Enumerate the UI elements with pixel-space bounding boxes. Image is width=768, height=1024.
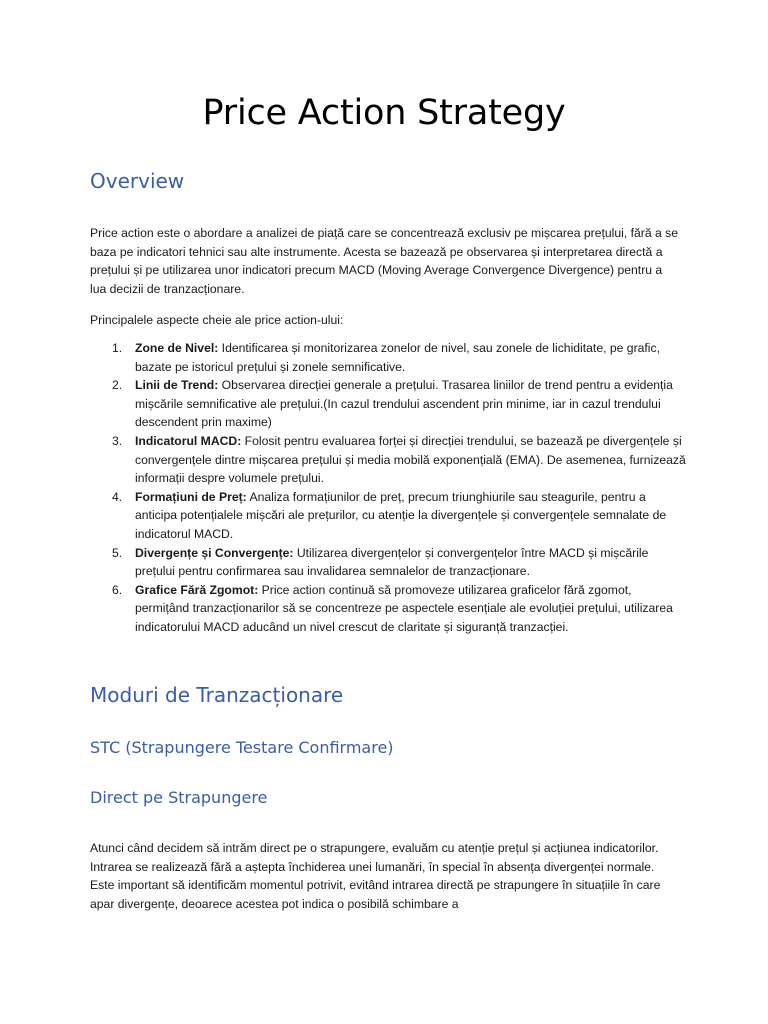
list-item-divergences-convergences xyxy=(90,544,686,581)
trading-modes-heading: Moduri de Tranzacționare xyxy=(90,683,344,707)
list-item-level-zones xyxy=(90,339,686,376)
direct-breakout-paragraph: Atunci când decidem să intrăm direct pe o strapungere, evaluăm cu atenție prețul și acțiunea indicatorilor. Intrarea se realizează fără a aștepta închiderea unei lumanări, în special în absența divergenței normale. Este important să identificăm momentul potrivit, evitând intrarea directă pe strapungere în situațiile în care apar divergențe, deoarece acestea pot indica o posibilă schimbare a xyxy=(90,841,661,911)
key-aspects-list xyxy=(90,339,686,637)
document-title: Price Action Strategy xyxy=(202,93,566,133)
stc-heading: STC (Strapungere Testare Confirmare) xyxy=(90,738,394,757)
list-item-term: Linii de Trend: xyxy=(135,378,219,393)
list-number: 6. xyxy=(112,582,123,597)
list-item-term: Indicatorul MACD: xyxy=(135,433,242,448)
list-item-text: Analiza formațiunilor de preț, precum triunghiurile sau steagurile, pentru a anticipa potențialele mișcări ale prețurilor, cu atenție la divergențele și convergențele semnalate de indicatorul MACD. xyxy=(135,489,667,541)
list-item-text: Observarea direcției generale a prețului. Trasarea liniilor de trend pentru a evidenția mișcările semnificative ale prețului.(In cazul trendului ascendent prin minime, iar in cazul trendului descendent prin maxime) xyxy=(135,378,673,430)
list-number: 1. xyxy=(112,341,123,355)
list-item-noise-free-charts xyxy=(90,581,686,637)
overview-intro-paragraph: Price action este o abordare a analizei de piață care se concentrează exclusiv pe mișcarea prețului, fără a se baza pe indicatori tehnici sau alte instrumente. Acesta se bazează pe observarea și interpretarea directă a prețului și pe utilizarea unor indicatori precum MACD (Moving Average Convergence Divergence) pentru a lua decizii de tranzacționare. xyxy=(90,226,679,296)
list-item-trend-lines xyxy=(90,376,686,432)
list-item-macd-indicator xyxy=(90,432,686,488)
aspects-intro-paragraph: Principalele aspecte cheie ale price action-ului: xyxy=(90,313,344,327)
list-item-text: Price action continuă să promoveze utilizarea graficelor fără zgomot, permițând tranzacționarilor să se concentreze pe aspectele esențiale ale evoluției prețului, utilizarea indicatorului MACD aducând un nivel crescut de claritate și siguranță tranzacției. xyxy=(135,582,673,634)
list-item-term: Grafice Fără Zgomot: xyxy=(135,582,259,597)
overview-heading: Overview xyxy=(90,169,185,193)
list-number: 3. xyxy=(112,433,123,448)
list-item-text: Folosit pentru evaluarea forței și direcției trendului, se bazează pe divergențele și convergențele dintre mișcarea prețului și media mobilă exponențială (EMA). De asemenea, furnizează informații despre volumele prețului. xyxy=(135,433,686,486)
direct-breakout-heading: Direct pe Strapungere xyxy=(90,788,268,807)
list-number: 4. xyxy=(112,489,123,504)
list-item-term: Divergențe și Convergențe: xyxy=(135,545,294,560)
list-number: 5. xyxy=(112,545,123,560)
list-item-term: Zone de Nivel: xyxy=(135,341,219,355)
list-item-text: Utilizarea divergențelor și convergențelor între MACD și mișcările prețului pentru confirmarea sau invalidarea semnalelor de tranzacționare. xyxy=(135,545,649,579)
list-item-price-formations xyxy=(90,488,686,544)
list-item-text: Identificarea și monitorizarea zonelor de nivel, sau zonele de lichiditate, pe grafic, bazate pe istoricul prețului și zonele semnificative. xyxy=(135,341,660,374)
list-item-term: Formațiuni de Preț: xyxy=(135,489,247,504)
list-number: 2. xyxy=(112,378,123,393)
